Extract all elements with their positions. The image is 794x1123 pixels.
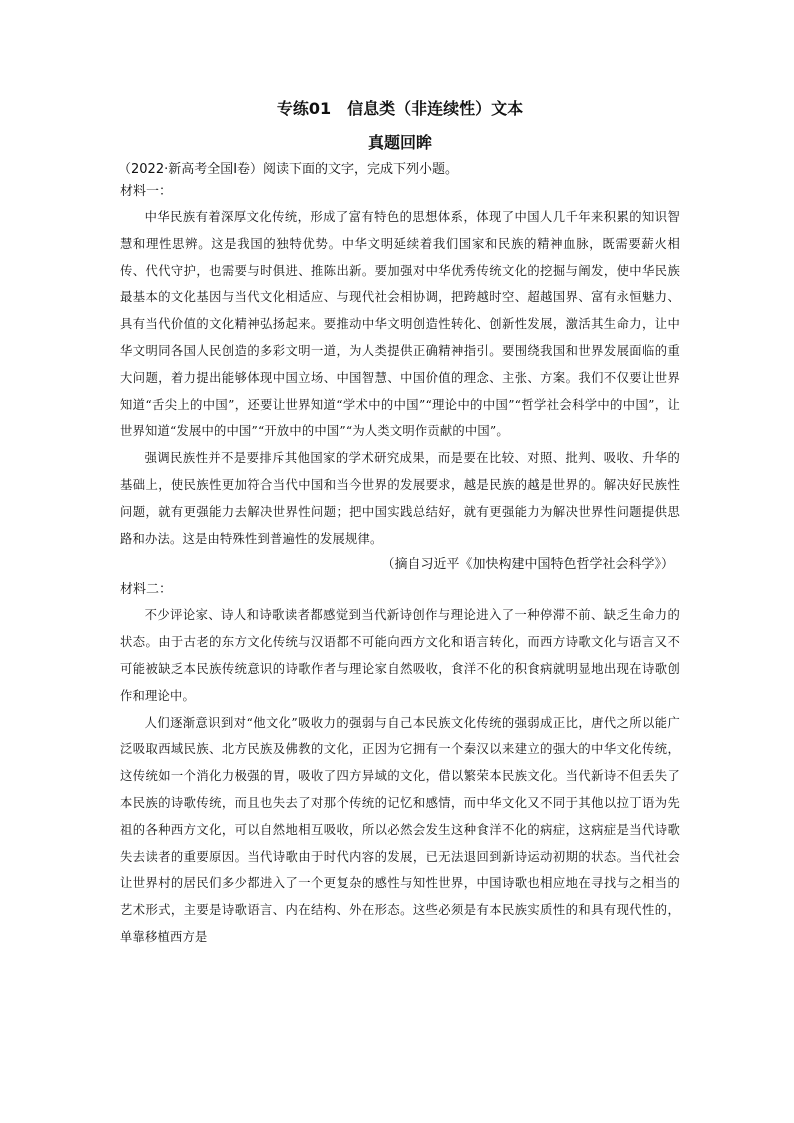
page-subtitle: 真题回眸 — [367, 133, 432, 152]
material-one-paragraph: 强调民族性并不是要排斥其他国家的学术研究成果，而是要在比较、对照、批判、吸收、升华的基础上，使民族性更加符合当代中国和当今世界的发展要求，越是民族的越是世界的。解决好民族性问题，就有更强能力去解决世界性问题；把中国实践总结好，就有更强能力为解决世界性问题提供思路和办法。这是由特殊性到普遍性的发展规律。 — [120, 451, 680, 546]
material-two-paragraph: 人们逐渐意识到对“他文化”吸收力的强弱与自己本民族文化传统的强弱成正比，唐代之所以能广泛吸取西域民族、北方民族及佛教的文化，正因为它拥有一个秦汉以来建立的强大的中华文化传统，这传统如一个消化力极强的胃，吸收了四方异域的文化，借以繁荣本民族文化。当代新诗不但丢失了本民族的诗歌传统，而且也失去了对那个传统的记忆和感情，而中华文化又不同于其他以拉丁语为先祖的各种西方文化，可以自然地相互吸收，所以必然会发生这种食洋不化的病症，这病症是当代诗歌失去读者的重要原因。当代诗歌由于时代内容的发展，已无法退回到新诗运动初期的状态。当代社会让世界村的居民们多少都进入了一个更复杂的感性与知性世界，中国诗歌也相应地在寻找与之相当的艺术形式，主要是诗歌语言、内在结构、外在形态。这些必须是有本民族实质性的和具有现代性的，单靠移植西方是 — [120, 715, 680, 944]
exam-source-line: （2022·新高考全国Ⅰ卷）阅读下面的文字，完成下列小题。 — [118, 162, 459, 177]
page-title: 专练01 信息类（非连续性）文本 — [276, 99, 524, 118]
material-two-label: 材料二： — [120, 582, 173, 598]
material-one-citation: （摘自习近平《加快构建中国特色哲学社会科学》） — [381, 557, 674, 573]
material-one-paragraph: 中华民族有着深厚文化传统，形成了富有特色的思想体系，体现了中国人几千年来积累的知识智慧和理性思辨。这是我国的独特优势。中华文明延续着我们国家和民族的精神血脉，既需要薪火相传、代代守护，也需要与时俱进、推陈出新。要加强对中华优秀传统文化的挖掘与阐发，使中华民族最基本的文化基因与当代文化相适应、与现代社会相协调，把跨越时空、超越国界、富有永恒魅力、具有当代价值的文化精神弘扬起来。要推动中华文明创造性转化、创新性发展，激活其生命力，让中华文明同各国人民创造的多彩文明一道，为人类提供正确精神指引。要围绕我国和世界发展面临的重大问题，着力提出能够体现中国立场、中国智慧、中国价值的理念、主张、方案。我们不仅要让世界知道“舌尖上的中国”，还要让世界知道“学术中的中国”“理论中的中国”“哲学社会科学中的中国”，让世界知道“发展中的中国”“开放中的中国”“为人类文明作贡献的中国”。 — [120, 210, 680, 439]
document-page — [120, 96, 680, 951]
material-two-paragraph: 不少评论家、诗人和诗歌读者都感觉到当代新诗创作与理论进入了一种停滞不前、缺乏生命力的状态。由于古老的东方文化传统与汉语都不可能向西方文化和语言转化，而西方诗歌文化与语言又不可能被缺乏本民族传统意识的诗歌作者与理论家自然吸收，食洋不化的积食病就明显地出现在诗歌创作和理论中。 — [120, 608, 680, 703]
material-one-label: 材料一： — [120, 184, 173, 199]
